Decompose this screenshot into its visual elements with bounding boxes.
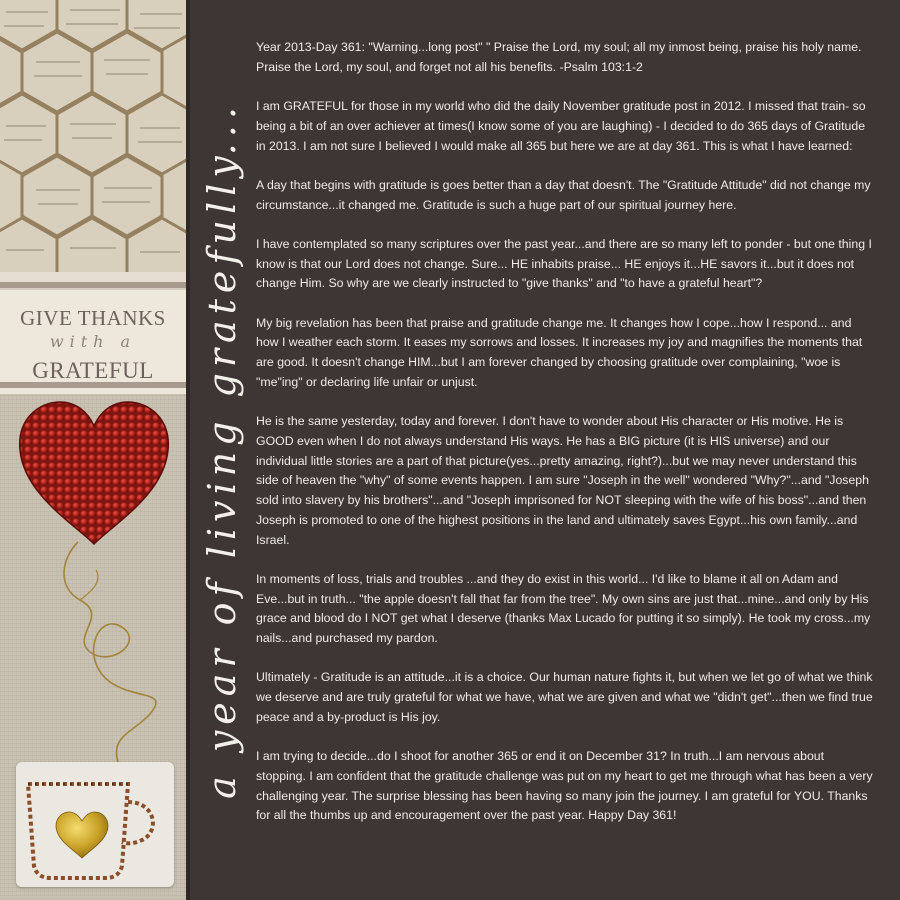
stitched-cup-icon <box>16 762 174 887</box>
journal-paragraph: Year 2013-Day 361: "Warning...long post" " Praise the Lord, my soul; all my inmost being, praise his holy name. Praise the Lord, my soul, and forget not all his benefits. -Psalm 103:1-2 <box>256 40 862 74</box>
journal-paragraph: I have contemplated so many scriptures over the past year...and there are so many left to ponder - but one thing I know is that our Lord does not change. Sure... HE inhabits praise... HE enjoys it...HE savors it...but it does not change Him. So why are we clearly instructed to "give thanks" and "to have a grateful heart"? <box>256 236 872 291</box>
tag-line-with-a: with a <box>49 332 137 351</box>
tag-line-grateful: GRATEFUL <box>32 358 154 383</box>
coffee-cup-card <box>16 762 174 887</box>
newsprint-hexagons <box>0 0 186 272</box>
journal-paragraph: In moments of loss, trials and troubles ...and they do exist in this world... I'd like to blame it all on Adam and Eve...but in truth... "the apple doesn't fall that far from the tree". My own sins are just that...mine...and only by His grace and blood do I NOT get what I deserve (thanks Max Lucado for putting it so simply). He took my cross...my nails...and purchased my pardon. <box>256 571 871 645</box>
journal-paragraph: Ultimately - Gratitude is an attitude...it is a choice. Our human nature fights it, but when we let go of what we think we deserve and are truly grateful for what we have, what we are given and what we "didn't get"...then we find true peace and a by-product is His joy. <box>256 670 873 724</box>
journal-paragraph: I am GRATEFUL for those in my world who did the daily November gratitude post in 2012. I missed that train- so being a bit of an over achiever at times(I know some of you are laughing) - I decided to do 365 days of Gratitude in 2013. I am not sure I believed I would make all 365 but here we are at day 361. This is what I have learned: <box>256 99 866 153</box>
tag-top-band <box>0 282 186 288</box>
left-decor-panel <box>0 0 186 900</box>
journal-paragraph: A day that begins with gratitude is goes better than a day that doesn't. The "Gratitude Attitude" did not change my circumstance...it changed me. Gratitude is such a huge part of our spiritual journey here. <box>256 177 871 212</box>
gold-glitter-heart-icon <box>56 812 108 858</box>
journal-text <box>256 38 876 888</box>
journal-paragraph: My big revelation has been that praise and gratitude change me. It changes how I cope...how I respond... and how I weather each storm. It eases my sorrows and losses. It increases my joy and magnifies the moments that are good. It doesn't change HIM...but I am forever changed by choosing gratitude over complaining, "woe is "me"ing" or declaring life unfair or unjust. <box>256 315 863 389</box>
journal-paragraph: He is the same yesterday, today and forever. I don't have to wonder about His character or His motive. He is GOOD even when I do not always understand His ways. He has a BIG picture (it is HIS universe) and our individual little stories are a part of that picture(yes...pretty amazing, right?)...but we may never understand this side of heaven the "why" of some events happen. I am sure "Joseph in the well" wondered "Why?"...and "Joseph sold into slavery by his brothers"...and "Joseph imprisoned for NOT sleeping with the wife of his boss"...and then Joseph is promoted to one of the highest positions in the land and ultimately saves Egypt...his own family...and Israel. <box>256 414 869 547</box>
hexagon-pattern-icon <box>0 0 186 272</box>
side-title: a year of living gratefully... <box>200 101 244 799</box>
panel-divider <box>186 0 190 900</box>
tag-line-give-thanks: GIVE THANKS <box>20 306 166 330</box>
beaded-heart-icon <box>16 398 172 548</box>
journal-paragraph: I am trying to decide...do I shoot for another 365 or end it on December 31? In truth...I am nervous about stopping. I am confident that the gratitude challenge was put on my heart to get me through what has been a very challenging year. The surprise blessing has been having so many join the journey. I am grateful for YOU. Thanks for all the thumbs up and encouragement over the past year. Happy Day 361! <box>256 749 873 823</box>
gold-string-icon <box>50 540 180 770</box>
